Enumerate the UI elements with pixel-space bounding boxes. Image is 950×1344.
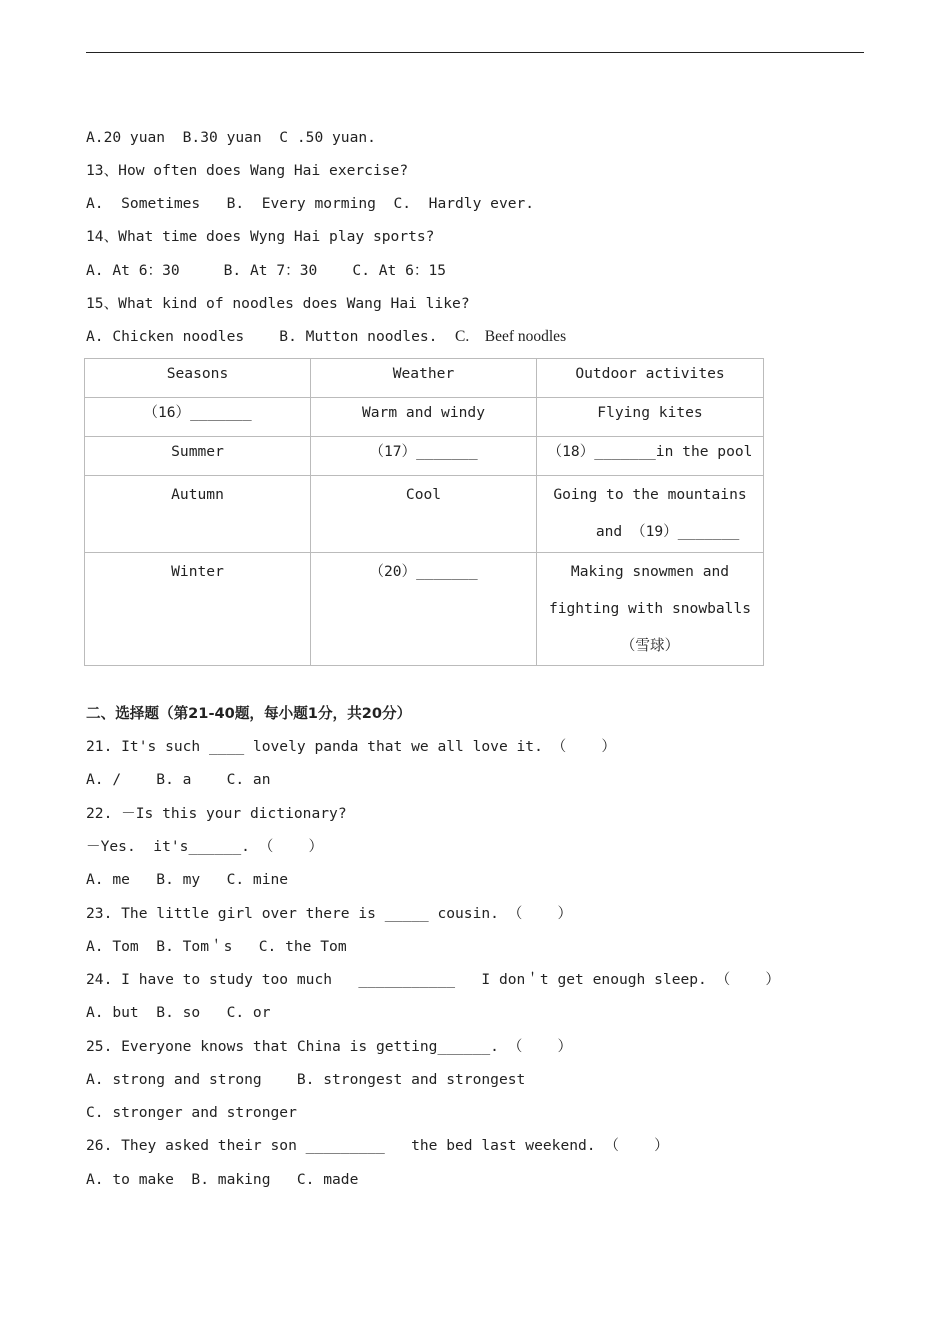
table-row <box>85 398 764 437</box>
q12-options: A.20 yuan B.30 yuan C .50 yuan. <box>86 129 376 146</box>
q22-question: 22. －Is this your dictionary? <box>86 805 347 822</box>
table-cell: Going to the mountains and （19）_______ <box>537 476 764 553</box>
table-cell: Summer <box>85 437 311 476</box>
table-cell: Flying kites <box>537 398 764 437</box>
header-rule <box>86 52 864 53</box>
table-cell: Autumn <box>85 476 311 553</box>
q15-options-ab: A. Chicken noodles B. Mutton noodles. <box>86 328 456 345</box>
table-row <box>85 553 764 666</box>
table-row <box>85 437 764 476</box>
table-header-row <box>85 359 764 398</box>
q24-options: A. but B. so C. or <box>86 1004 271 1021</box>
q22-answer: －Yes. it's______. （ ） <box>86 838 324 855</box>
seasons-table <box>84 358 764 666</box>
table-cell: （16）_______ <box>85 398 311 437</box>
table-cell: Winter <box>85 553 311 666</box>
q13-question: 13、How often does Wang Hai exercise? <box>86 162 409 179</box>
q15-option-c: C. Beef noodles <box>455 328 567 345</box>
table-row <box>85 476 764 553</box>
table-cell: Making snowmen and fighting with snowballs （雪球） <box>537 553 764 666</box>
q15-options <box>86 327 566 347</box>
q21-question: 21. It's such ____ lovely panda that we all love it. （ ） <box>86 738 616 755</box>
table-header-cell: Outdoor activites <box>537 359 764 398</box>
table-cell: Warm and windy <box>311 398 537 437</box>
q23-question: 23. The little girl over there is _____ cousin. （ ） <box>86 905 573 922</box>
section-heading: 二、选择题（第21-40题，每小题1分，共20分） <box>86 705 412 722</box>
q14-options: A. At 6：30 B. At 7：30 C. At 6：15 <box>86 262 447 279</box>
table-cell: Cool <box>311 476 537 553</box>
q26-options: A. to make B. making C. made <box>86 1171 359 1188</box>
table-header-cell: Seasons <box>85 359 311 398</box>
q15-question: 15、What kind of noodles does Wang Hai like? <box>86 295 470 312</box>
q25-options-ab: A. strong and strong B. strongest and strongest <box>86 1071 526 1088</box>
q26-question: 26. They asked their son _________ the bed last weekend. （ ） <box>86 1137 669 1154</box>
table-cell: （20）_______ <box>311 553 537 666</box>
q22-options: A. me B. my C. mine <box>86 871 289 888</box>
q25-option-c: C. stronger and stronger <box>86 1104 297 1121</box>
q25-question: 25. Everyone knows that China is getting______. （ ） <box>86 1038 573 1055</box>
table-cell: （17）_______ <box>311 437 537 476</box>
q13-options: A. Sometimes B. Every morming C. Hardly ever. <box>86 195 535 212</box>
q23-options: A. Tom B. Tom＇s C. the Tom <box>86 938 347 955</box>
q24-question: 24. I have to study too much ___________ I don＇t get enough sleep. （ ） <box>86 971 780 988</box>
table-cell: （18）_______in the pool <box>537 437 764 476</box>
q14-question: 14、What time does Wyng Hai play sports? <box>86 228 435 245</box>
q21-options: A. / B. a C. an <box>86 771 271 788</box>
table-header-cell: Weather <box>311 359 537 398</box>
